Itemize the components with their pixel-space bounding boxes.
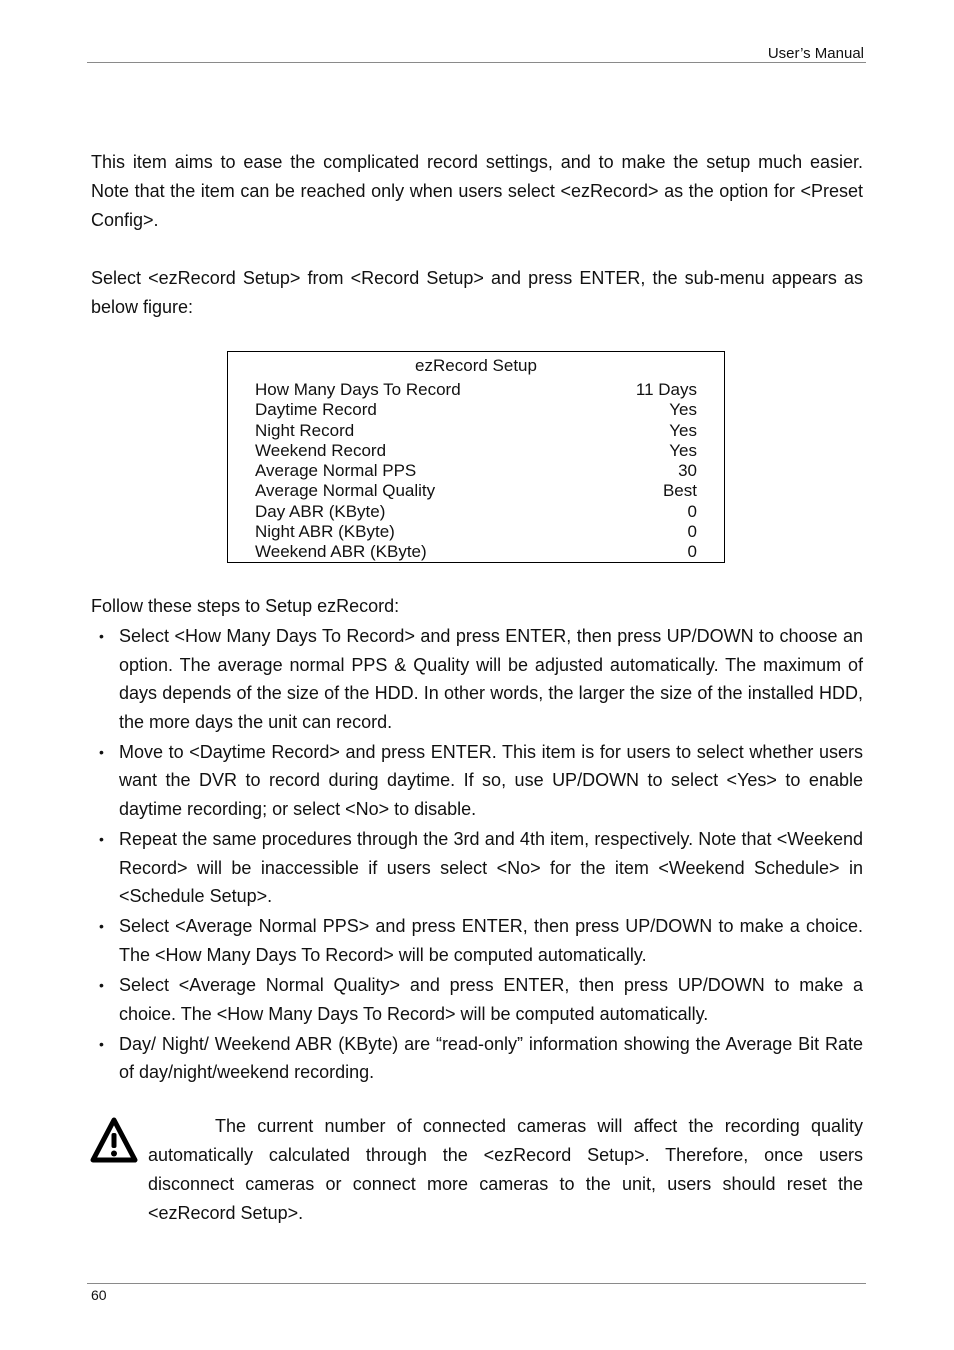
list-item	[91, 738, 863, 824]
bullet-icon: •	[99, 831, 104, 848]
bullet-icon: •	[99, 743, 104, 760]
menu-row-night-record	[255, 421, 697, 441]
menu-row-weekend-abr	[255, 542, 697, 562]
warning-note-text: The current number of connected cameras will affect the recording quality automatically calculated through the <ezRecord Setup>. Therefore, once users disconnect cameras or connect more cameras to the unit, users should reset the <ezRecord Setup>.	[148, 1116, 863, 1223]
menu-row-value: 0	[687, 542, 697, 562]
menu-row-daytime-record	[255, 400, 697, 420]
steps-heading: Follow these steps to Setup ezRecord:	[91, 596, 400, 616]
menu-row-value: Best	[662, 481, 697, 501]
menu-row-label: Daytime Record	[255, 400, 377, 420]
bullet-icon: •	[99, 628, 104, 644]
list-item	[91, 825, 863, 911]
menu-rows	[255, 380, 697, 563]
menu-row-label: Weekend Record	[255, 440, 387, 460]
menu-row-value: Yes	[669, 420, 697, 440]
list-item	[91, 622, 863, 736]
menu-row-label: How Many Days To Record	[255, 380, 461, 399]
step-text: Select <Average Normal PPS> and press ENTER, then press UP/DOWN to make a choice. The <How Many Days To Record> will be computed automatically.	[119, 916, 863, 966]
step-text: Move to <Daytime Record> and press ENTER. This item is for users to select whether users want the DVR to record during daytime. If so, use UP/DOWN to select <Yes> to enable daytime recording; or select <No> to disable.	[119, 741, 863, 820]
menu-row-days-to-record	[255, 380, 697, 400]
menu-row-value: 30	[678, 461, 697, 481]
menu-row-average-normal-quality	[255, 481, 697, 501]
header-divider	[87, 62, 866, 63]
menu-row-label: Average Normal Quality	[255, 481, 436, 501]
list-item	[91, 912, 863, 969]
step-text: Day/ Night/ Weekend ABR (KByte) are “read-only” information showing the Average Bit Rate of day/night/weekend recording.	[119, 1033, 863, 1083]
menu-row-value: Yes	[669, 400, 697, 420]
step-text: Repeat the same procedures through the 3rd and 4th item, respectively. Note that <Weekend Record> will be inaccessible if users select <No> for the item <Weekend Schedule> in <Schedule Setup>.	[119, 829, 863, 907]
menu-row-value: 11 Days	[635, 380, 697, 399]
menu-row-value: 0	[687, 501, 697, 521]
page-header-title: User’s Manual	[767, 45, 864, 62]
step-text: Select <How Many Days To Record> and press ENTER, then press UP/DOWN to choose an option. The average normal PPS & Quality will be adjusted automatically. The maximum of days depends of the size of the HDD. In other words, the larger the size of the installed HDD, the more days the unit can record.	[119, 626, 863, 732]
list-item	[91, 971, 863, 1028]
menu-row-label: Average Normal PPS	[255, 461, 417, 481]
bullet-icon: •	[99, 918, 104, 935]
footer-divider	[87, 1283, 866, 1284]
menu-row-average-normal-pps	[255, 461, 697, 481]
menu-row-value: 0	[687, 522, 697, 542]
select-instruction-paragraph: Select <ezRecord Setup> from <Record Setup> and press ENTER, the sub-menu appears as below figure:	[91, 268, 863, 317]
menu-row-label: Night Record	[255, 420, 355, 440]
menu-row-label: Weekend ABR (KByte)	[255, 542, 427, 562]
step-text: Select <Average Normal Quality> and press ENTER, then press UP/DOWN to make a choice. The <How Many Days To Record> will be computed automatically.	[119, 975, 863, 1024]
list-item	[91, 1030, 863, 1087]
page-number: 60	[91, 1287, 107, 1303]
menu-row-label: Day ABR (KByte)	[255, 501, 386, 521]
steps-list	[91, 622, 863, 1089]
bullet-icon: •	[99, 1035, 104, 1052]
menu-row-label: Night ABR (KByte)	[255, 522, 395, 542]
bullet-icon: •	[99, 977, 104, 994]
menu-row-day-abr	[255, 502, 697, 522]
warning-icon	[89, 1116, 139, 1164]
menu-row-night-abr	[255, 522, 697, 542]
intro-paragraph: This item aims to ease the complicated record settings, and to make the setup much easier. Note that the item can be reached only when users select <ezRecord> as the option for <Preset Config>.	[91, 152, 863, 230]
menu-row-value: Yes	[669, 440, 697, 460]
menu-title: ezRecord Setup	[415, 356, 537, 375]
menu-row-weekend-record	[255, 441, 697, 461]
ezrecord-setup-menu	[227, 351, 725, 563]
